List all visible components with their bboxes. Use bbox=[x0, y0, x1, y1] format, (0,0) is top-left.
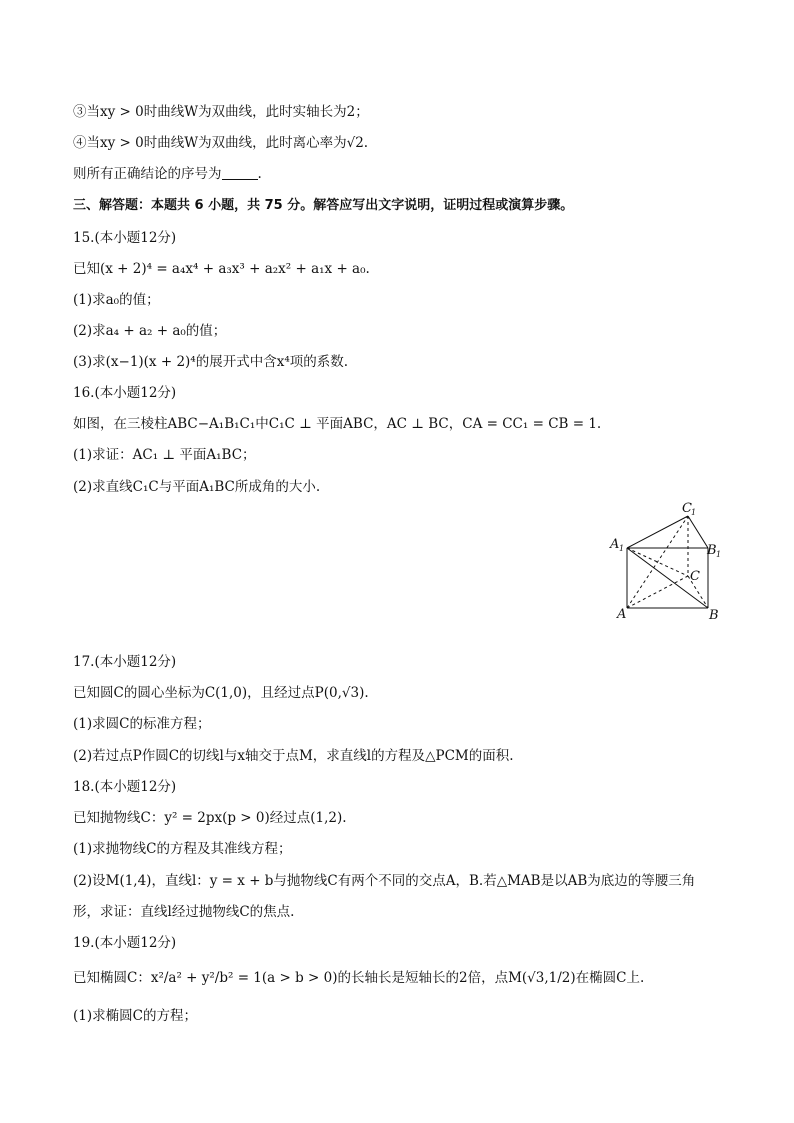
q16-stem: 如图，在三棱柱ABC−A₁B₁C₁中C₁C ⊥ 平面ABC，AC ⊥ BC，CA = CC₁ = CB = 1. bbox=[73, 416, 602, 432]
q17-part-2: (2)若过点P作圆C的切线l与x轴交于点M，求直线l的方程及△PCM的面积. bbox=[73, 748, 514, 764]
prism-figure bbox=[600, 500, 730, 625]
q14-question bbox=[73, 164, 262, 184]
segment-a-c1-hidden bbox=[627, 516, 688, 608]
q16-part-1: (1)求证：AC₁ ⊥ 平面A₁BC； bbox=[73, 447, 256, 463]
q15-part-1: (1)求a₀的值； bbox=[73, 292, 160, 308]
q15-stem: 已知(x + 2)⁴ = a₄x⁴ + a₃x³ + a₂x² + a₁x + a₀. bbox=[73, 261, 370, 277]
q18-part-1: (1)求抛物线C的方程及其准线方程； bbox=[73, 841, 292, 857]
q18-part-2: (2)设M(1,4)，直线l：y = x + b与抛物线C有两个不同的交点A，B.若△MAB是以AB为底边的等腰三角 bbox=[73, 873, 696, 889]
q15-part-3: (3)求(x−1)(x + 2)⁴的展开式中含x⁴项的系数. bbox=[73, 354, 349, 370]
q19-part-1: (1)求椭圆C的方程； bbox=[73, 1008, 197, 1024]
q18-heading: 18.(本小题12分) bbox=[73, 779, 177, 795]
q17-part-1: (1)求圆C的标准方程； bbox=[73, 716, 211, 732]
edge-a1-c1 bbox=[627, 516, 688, 548]
label-b1: B bbox=[707, 543, 717, 558]
answer-blank bbox=[222, 165, 258, 180]
q17-heading: 17.(本小题12分) bbox=[73, 654, 177, 670]
edge-c1-b1 bbox=[688, 516, 708, 548]
q16-heading: 16.(本小题12分) bbox=[73, 385, 177, 401]
q14-end-text: . bbox=[257, 166, 262, 182]
label-a1-sub: 1 bbox=[619, 544, 625, 553]
label-c1-sub: 1 bbox=[691, 508, 697, 517]
label-b: B bbox=[709, 608, 719, 623]
q15-heading: 15.(本小题12分) bbox=[73, 230, 177, 246]
q15-part-2: (2)求a₄ + a₂ + a₀的值； bbox=[73, 323, 227, 339]
label-c: C bbox=[690, 569, 700, 584]
label-a: A bbox=[617, 607, 627, 622]
q17-stem: 已知圆C的圆心坐标为C(1,0)，且经过点P(0,√3). bbox=[73, 685, 369, 701]
section-heading: 三、解答题：本题共 6 小题，共 75 分。解答应写出文字说明，证明过程或演算步骤。 bbox=[73, 198, 574, 213]
label-b1-sub: 1 bbox=[716, 550, 722, 559]
q14-item-3: ③当xy > 0时曲线W为双曲线，此时实轴长为2； bbox=[73, 104, 369, 120]
q16-part-2: (2)求直线C₁C与平面A₁BC所成角的大小. bbox=[73, 479, 321, 495]
q18-part-2-cont: 形，求证：直线l经过抛物线C的焦点. bbox=[73, 904, 295, 920]
edge-a-c-hidden bbox=[627, 576, 688, 608]
q14-item-4: ④当xy > 0时曲线W为双曲线，此时离心率为√2. bbox=[73, 135, 369, 151]
label-a1: A bbox=[610, 537, 620, 552]
label-c1: C bbox=[682, 501, 692, 516]
q19-stem: 已知椭圆C：x²/a² + y²/b² = 1(a > b > 0)的长轴长是短轴长的2倍，点M(√3,1/2)在椭圆C上. bbox=[73, 970, 645, 986]
q19-heading: 19.(本小题12分) bbox=[73, 935, 177, 951]
q14-ask-text: 则所有正确结论的序号为 bbox=[73, 166, 222, 182]
q18-stem: 已知抛物线C：y² = 2px(p > 0)经过点(1,2). bbox=[73, 810, 347, 826]
